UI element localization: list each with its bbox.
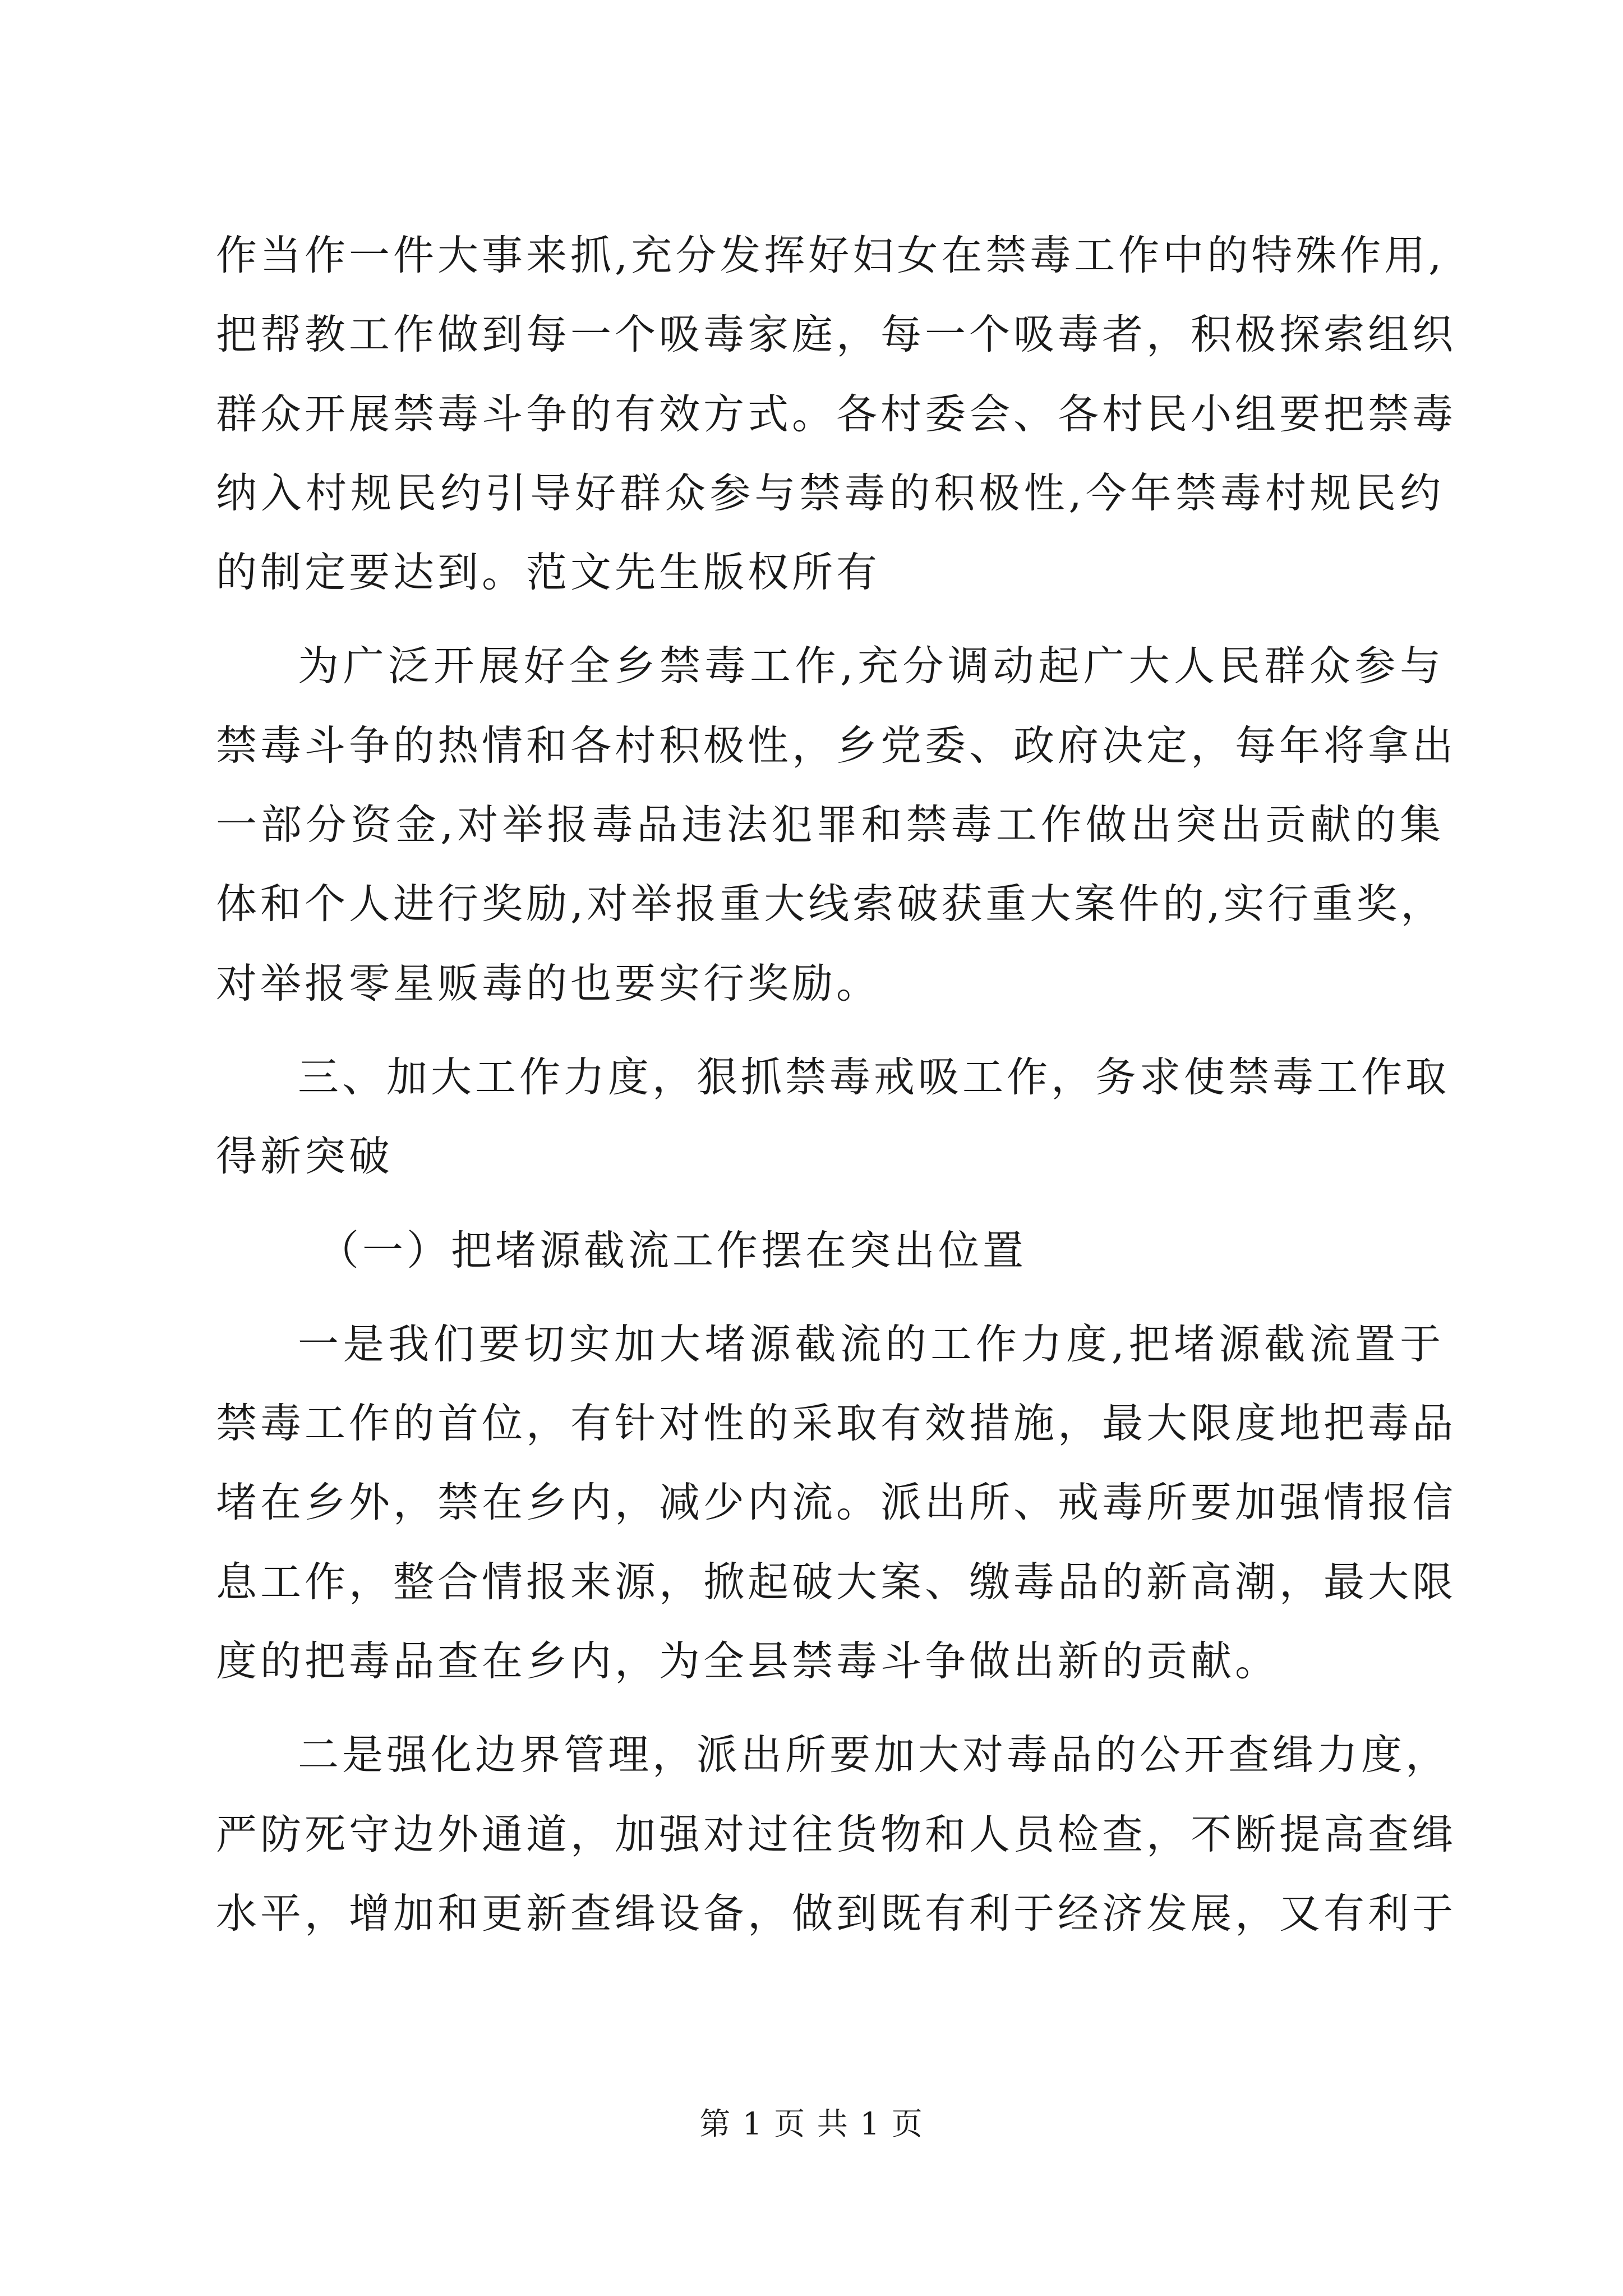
- paragraph-line: 纳入村规民约引导好群众参与禁毒的积极性,今年禁毒村规民约: [216, 469, 1444, 517]
- paragraph-line: 水平，增加和更新查缉设备，做到既有利于经济发展，又有利于: [216, 1889, 1456, 1938]
- paragraph-line: 作当作一件大事来抓,充分发挥好妇女在禁毒工作中的特殊作用,: [216, 232, 1445, 279]
- paragraph-line: 的制定要达到。范文先生版权所有: [216, 549, 880, 597]
- paragraph-line: 为广泛开展好全乡禁毒工作,充分调动起广大人民群众参与: [298, 642, 1444, 691]
- section-heading-line: 得新突破: [216, 1133, 393, 1181]
- paragraph-line: 体和个人进行奖励,对举报重大线索破获重大案件的,实行重奖，: [216, 880, 1445, 928]
- page-number-footer: 第 1 页 共 1 页: [699, 2106, 924, 2142]
- paragraph-line: 严防死守边外通道，加强对过往货物和人员检查，不断提高查缉: [216, 1810, 1456, 1858]
- section-heading-line: 三、加大工作力度，狠抓禁毒戒吸工作，务求使禁毒工作取: [298, 1053, 1450, 1101]
- paragraph-line: 禁毒工作的首位，有针对性的采取有效措施，最大限度地把毒品: [216, 1400, 1456, 1448]
- paragraph-line: 一是我们要切实加大堵源截流的工作力度,把堵源截流置于: [298, 1320, 1444, 1368]
- paragraph-line: 把帮教工作做到每一个吸毒家庭，每一个吸毒者，积极探索组织: [216, 311, 1456, 359]
- paragraph-line: 二是强化边界管理，派出所要加大对毒品的公开查缉力度，: [298, 1731, 1450, 1779]
- paragraph-line: 对举报零星贩毒的也要实行奖励。: [216, 959, 880, 1007]
- subsection-heading: （一）把堵源截流工作摆在突出位置: [318, 1226, 1027, 1274]
- document-body: [216, 216, 1456, 1953]
- paragraph-line: 一部分资金,对举报毒品违法犯罪和禁毒工作做出突出贡献的集: [216, 801, 1444, 849]
- paragraph-line: 堵在乡外，禁在乡内，减少内流。派出所、戒毒所要加强情报信: [216, 1479, 1456, 1527]
- paragraph-line: 度的把毒品查在乡内，为全县禁毒斗争做出新的贡献。: [216, 1637, 1279, 1686]
- paragraph-line: 禁毒斗争的热情和各村积极性，乡党委、政府决定，每年将拿出: [216, 721, 1456, 770]
- paragraph-line: 群众开展禁毒斗争的有效方式。各村委会、各村民小组要把禁毒: [216, 390, 1456, 438]
- paragraph-line: 息工作，整合情报来源，掀起破大案、缴毒品的新高潮，最大限: [216, 1558, 1456, 1606]
